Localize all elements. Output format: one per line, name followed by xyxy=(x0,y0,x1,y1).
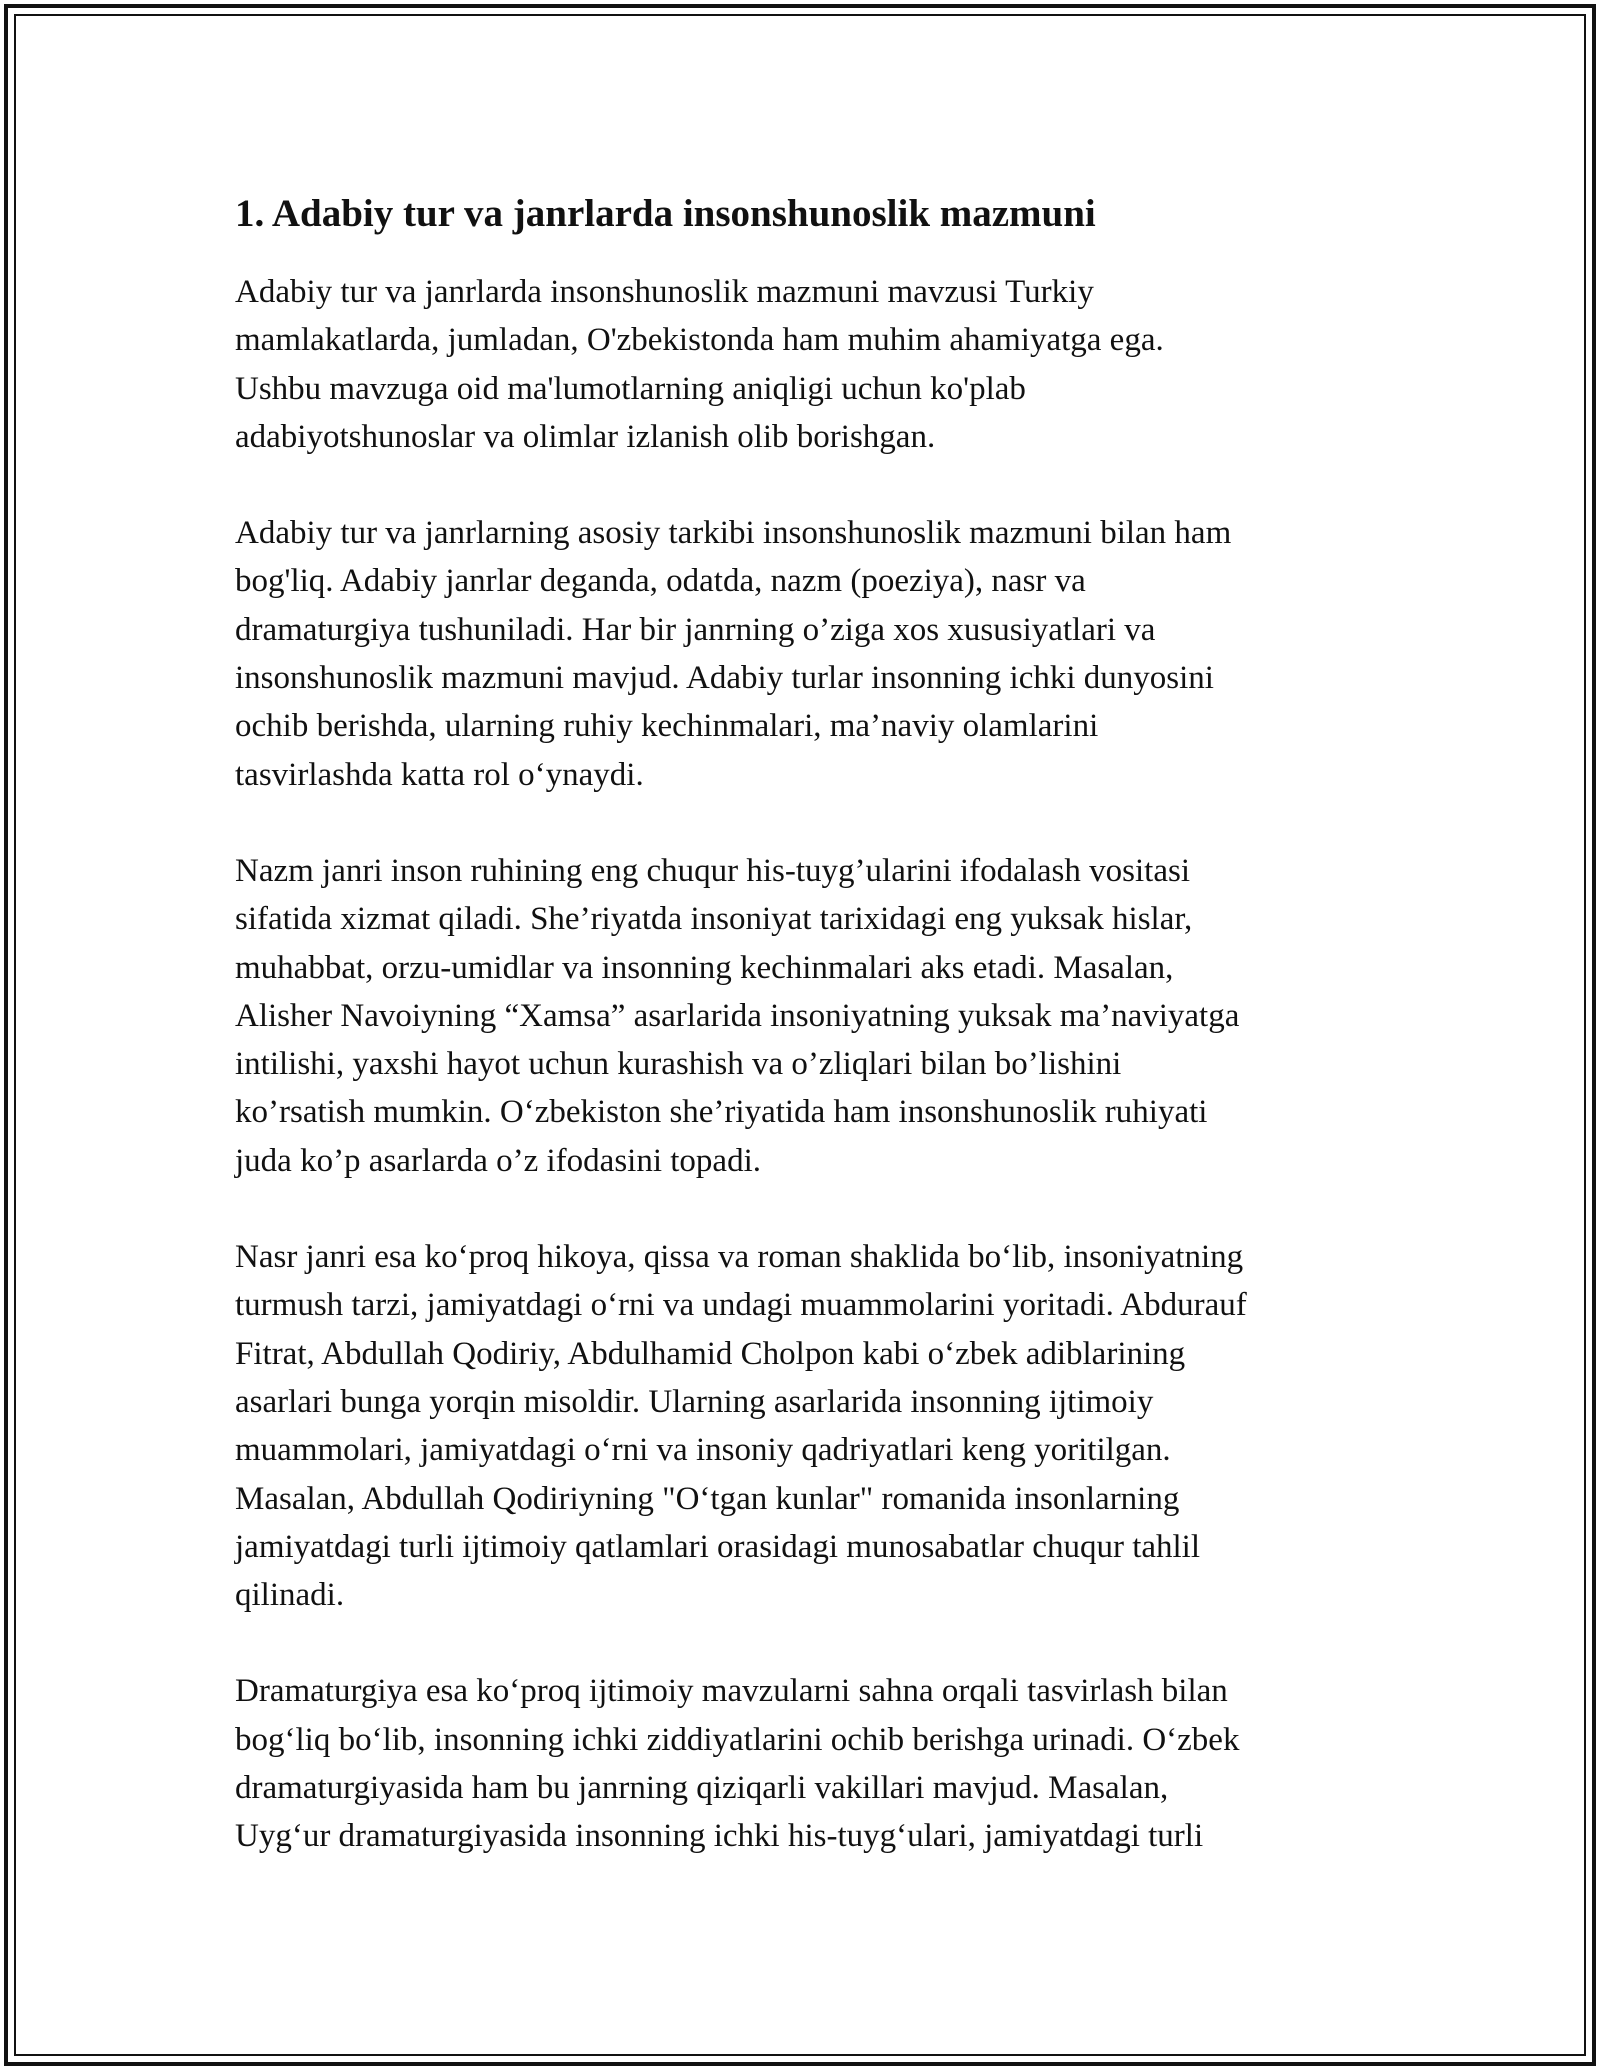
paragraph-prose: Nasr janri esa ko‘proq hikoya, qissa va roman shaklida bo‘lib, insoniyatning turmush tarzi, jamiyatdagi o‘rni va undagi muammolarini yoritadi. Abdurauf Fitrat, Abdullah Qodiriy, Abdulhamid Cholpon kabi o‘zbek adiblarining asarlari bunga yorqin misoldir. Ularning asarlarida insonning ijtimoiy muammolari, jamiyatdagi o‘rni va insoniy qadriyatlari keng yoritilgan. Masalan, Abdullah Qodiriyning "O‘tgan kunlar" romanida insonlarning jamiyatdagi turli ijtimoiy qatlamlari orasidagi munosabatlar chuqur tahlil qilinadi. xyxy=(235,1239,1247,1614)
paragraph-genres: Adabiy tur va janrlarning asosiy tarkibi insonshunoslik mazmuni bilan ham bog'liq. Adabiy janrlar deganda, odatda, nazm (poeziya), nasr va dramaturgiya tushuniladi. Har bir janrning o’ziga xos xususiyatlari va insonshunoslik mazmuni mavjud. Adabiy turlar insonning ichki dunyosini ochib berishda, ularning ruhiy kechinmalari, ma’naviy olamlarini tasvirlashda katta rol o‘ynaydi. xyxy=(235,515,1232,793)
paragraph-drama: Dramaturgiya esa ko‘proq ijtimoiy mavzularni sahna orqali tasvirlash bilan bog‘liq bo‘lib, insonning ichki ziddiyatlarini ochib berishga urinadi. O‘zbek dramaturgiyasida ham bu janrning qiziqarli vakillari mavjud. Masalan, Uyg‘ur dramaturgiyasida insonning ichki his-tuyg‘ulari, jamiyatdagi turli xyxy=(235,1673,1240,1855)
document-body xyxy=(235,188,1365,1909)
section-heading: 1. Adabiy tur va janrlarda insonshunoslik mazmuni xyxy=(235,192,1096,235)
paragraph-intro: Adabiy tur va janrlarda insonshunoslik mazmuni mavzusi Turkiy mamlakatlarda, jumladan, O'zbekistonda ham muhim ahamiyatga ega. Ushbu mavzuga oid ma'lumotlarning aniqligi uchun ko'plab adabiyotshunoslar va olimlar izlanish olib borishgan. xyxy=(235,274,1164,455)
paragraph-poetry: Nazm janri inson ruhining eng chuqur his-tuyg’ularini ifodalash vositasi sifatida xizmat qiladi. She’riyatda insoniyat tarixidagi eng yuksak hislar, muhabbat, orzu-umidlar va insonning kechinmalari aks etadi. Masalan, Alisher Navoiyning “Xamsa” asarlarida insoniyatning yuksak ma’naviyatga intilishi, yaxshi hayot uchun kurashish va o’zliqlari bilan bo’lishini ko’rsatish mumkin. O‘zbekiston she’riyatida ham insonshunoslik ruhiyati juda ko’p asarlarda o’z ifodasini topadi. xyxy=(235,852,1240,1179)
